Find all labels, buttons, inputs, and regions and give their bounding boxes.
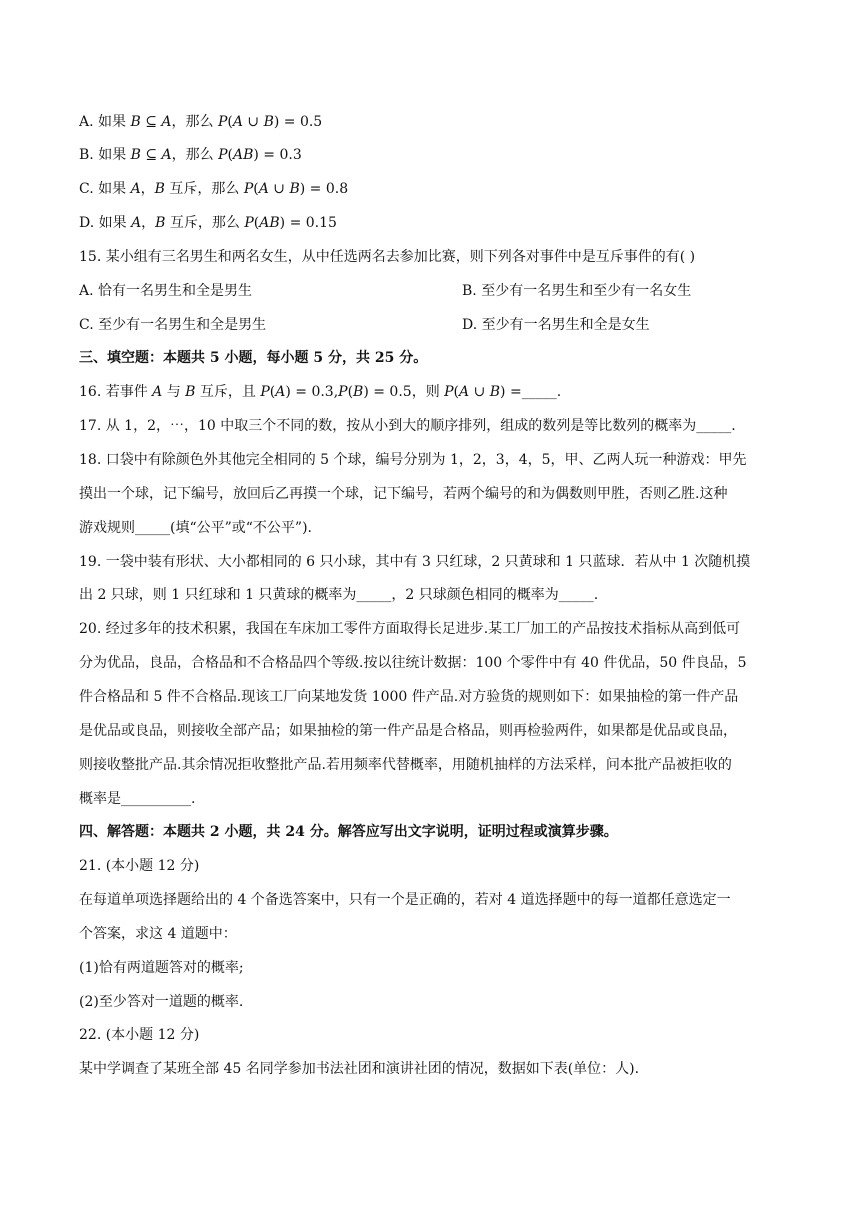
section-3-heading: 三、填空题：本题共 5 小题，每小题 5 分，共 25 分。 <box>79 350 428 366</box>
question-21-part-1: (1)恰有两道题答对的概率; <box>79 960 244 976</box>
q15-row-2 <box>79 315 790 335</box>
question-21-header: 21. (本小题 12 分) <box>79 858 200 874</box>
q15-option-c: C. 至少有一名男生和全是男生 <box>79 317 267 333</box>
q15-row-1 <box>79 281 790 301</box>
question-22-header: 22. (本小题 12 分) <box>79 1027 200 1043</box>
q15-option-a: A. 恰有一名男生和全是男生 <box>79 283 253 299</box>
question-21-part-2: (2)至少答对一道题的概率. <box>79 994 244 1010</box>
option-c-prev: C. 如果 𝐴，𝐵 互斥，那么 𝑃(𝐴 ∪ 𝐵) = 0.8 <box>79 181 349 197</box>
question-20-line-3: 件合格品和 5 件不合格品.现该工厂向某地发货 1000 件产品.对方验货的规则如下：如果抽检的第一件产品 <box>79 689 739 705</box>
question-17: 17. 从 1，2，⋯，10 中取三个不同的数，按从小到大的顺序排列，组成的数列是等比数列的概率为_____. <box>79 418 736 434</box>
q15-option-b: B. 至少有一名男生和至少有一名女生 <box>462 283 692 299</box>
q15-option-d: D. 至少有一名男生和全是女生 <box>462 317 650 333</box>
question-20-line-4: 是优品或良品，则接收全部产品；如果抽检的第一件产品是合格品，则再检验两件，如果都是优品或良品， <box>79 723 737 739</box>
question-22-line-1: 某中学调查了某班全部 45 名同学参加书法社团和演讲社团的情况，数据如下表(单位：人). <box>79 1061 640 1077</box>
section-4-heading: 四、解答题：本题共 2 小题，共 24 分。解答应写出文字说明，证明过程或演算步骤。 <box>79 824 618 840</box>
question-18-line-2: 摸出一个球，记下编号，放回后乙再摸一个球，记下编号，若两个编号的和为偶数则甲胜，否则乙胜.这种 <box>79 486 728 502</box>
option-a-prev: A. 如果 𝐵 ⊆ 𝐴，那么 𝑃(𝐴 ∪ 𝐵) = 0.5 <box>79 114 323 130</box>
question-18-line-3: 游戏规则_____(填“公平”或“不公平”). <box>79 520 313 536</box>
question-20-line-2: 分为优品，良品，合格品和不合格品四个等级.按以往统计数据：100 个零件中有 40 件优品，50 件良品，5 <box>79 655 747 671</box>
question-21-line-1: 在每道单项选择题给出的 4 个备选答案中，只有一个是正确的，若对 4 道选择题中的每一道都任意选定一 <box>79 892 731 908</box>
question-20-line-5: 则接收整批产品.其余情况拒收整批产品.若用频率代替概率，用随机抽样的方法采样，问本批产品被拒收的 <box>79 757 732 773</box>
question-16: 16. 若事件 𝐴 与 𝐵 互斥，且 𝑃(𝐴) = 0.3,𝑃(𝐵) = 0.5，则 𝑃(𝐴 ∪ 𝐵) =_____. <box>79 384 562 400</box>
question-21-line-2: 个答案，求这 4 道题中： <box>79 926 237 942</box>
question-20-line-1: 20. 经过多年的技术积累，我国在车床加工零件方面取得长足进步.某工厂加工的产品按技术指标从高到低可 <box>79 621 741 637</box>
option-d-prev: D. 如果 𝐴，𝐵 互斥，那么 𝑃(𝐴𝐵) = 0.15 <box>79 215 337 231</box>
question-19-line-2: 出 2 只球，则 1 只红球和 1 只黄球的概率为_____，2 只球颜色相同的概率为_____. <box>79 587 599 603</box>
question-18-line-1: 18. 口袋中有除颜色外其他完全相同的 5 个球，编号分别为 1，2，3，4，5，甲、乙两人玩一种游戏：甲先 <box>79 452 747 468</box>
option-b-prev: B. 如果 𝐵 ⊆ 𝐴，那么 𝑃(𝐴𝐵) = 0.3 <box>79 147 302 163</box>
question-19-line-1: 19. 一袋中装有形状、大小都相同的 6 只小球，其中有 3 只红球，2 只黄球和 1 只蓝球．若从中 1 次随机摸 <box>79 554 751 570</box>
question-15: 15. 某小组有三名男生和两名女生，从中任选两名去参加比赛，则下列各对事件中是互斥事件的有( ) <box>79 249 696 265</box>
question-20-line-6: 概率是__________. <box>79 791 196 807</box>
